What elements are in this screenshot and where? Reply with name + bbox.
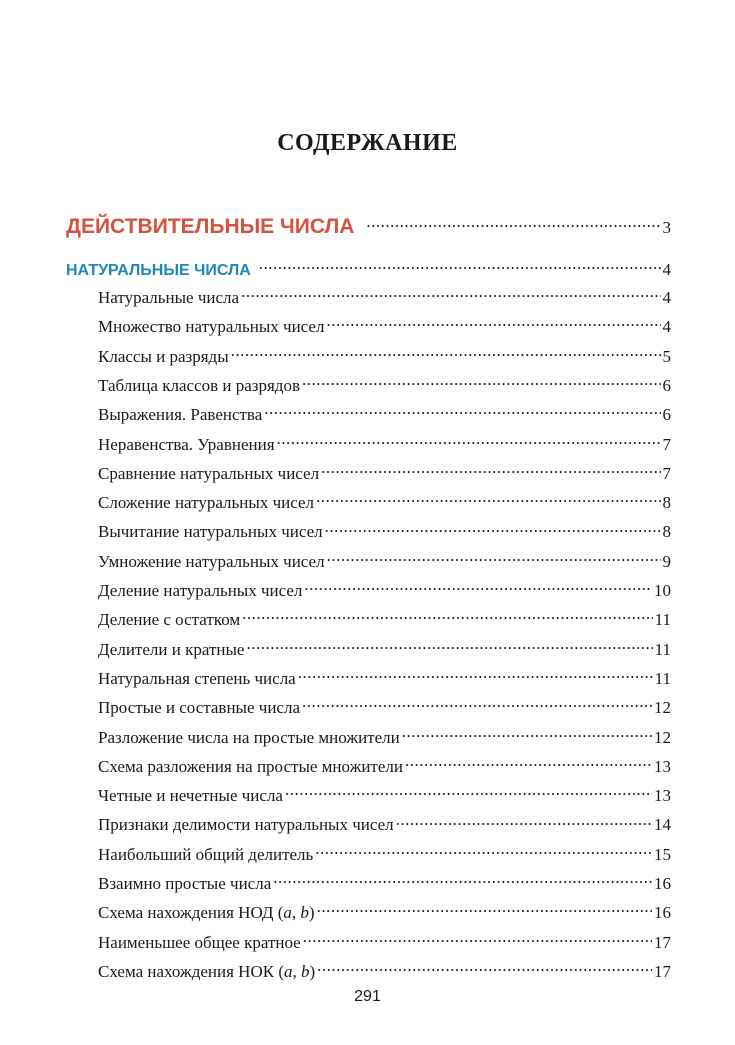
toc-item-label: Простые и составные числа — [98, 698, 300, 718]
toc-item[interactable] — [98, 315, 671, 337]
toc-item-label: Умножение натуральных чисел — [98, 551, 325, 571]
toc-dot-leader — [303, 931, 652, 948]
toc-dot-leader — [396, 813, 652, 830]
toc-item-label: Деление с остатком — [98, 610, 241, 630]
toc-item-page: 12 — [654, 698, 671, 718]
variable-b: b — [300, 961, 310, 981]
toc-item-label: Четные и нечетные числа — [98, 786, 283, 806]
toc-item[interactable] — [98, 901, 671, 923]
toc-dot-leader — [327, 550, 661, 567]
toc-item-page: 9 — [662, 551, 671, 571]
toc-chapter-page: 4 — [662, 260, 671, 279]
variable-b: b — [300, 903, 309, 923]
toc-dot-leader — [285, 784, 652, 801]
toc-item-page: 4 — [662, 317, 671, 337]
toc-item-page: 13 — [654, 756, 671, 776]
toc-item-page: 17 — [654, 961, 671, 981]
toc-item-page: 7 — [662, 463, 671, 483]
toc-item[interactable] — [98, 550, 671, 572]
toc-item-label: Классы и разряды — [98, 346, 229, 366]
toc-item-label: Наибольший общий делитель — [98, 844, 314, 864]
toc-item-label: Делители и кратные — [98, 639, 245, 659]
toc-dot-leader — [259, 259, 661, 275]
toc-item-label: Вычитание натуральных чисел — [98, 522, 323, 542]
toc-dot-leader — [315, 843, 652, 860]
toc-dot-leader — [317, 901, 652, 918]
toc-dot-leader — [302, 696, 652, 713]
variable-a: a — [283, 961, 293, 981]
toc-item-label: Взаимно простые числа — [98, 874, 272, 893]
toc-item[interactable] — [98, 960, 671, 982]
toc-item-label: Деление натуральных чисел — [98, 581, 303, 600]
toc-item-page: 8 — [662, 522, 671, 542]
toc-item-label: Схема нахождения НОД (a, b) — [98, 903, 315, 923]
toc-item[interactable] — [98, 520, 671, 542]
page-number: 291 — [354, 988, 381, 1005]
toc-item-label: Признаки делимости натуральных чисел — [98, 815, 394, 835]
toc-item[interactable] — [98, 286, 671, 308]
variable-a: a — [283, 903, 292, 923]
toc-dot-leader — [405, 755, 652, 772]
toc-item[interactable] — [98, 403, 671, 425]
toc-item[interactable] — [98, 608, 671, 630]
toc-chapter-entry[interactable] — [66, 259, 671, 280]
toc-item[interactable] — [98, 345, 671, 367]
toc-item-page: 7 — [662, 434, 671, 454]
toc-dot-leader — [242, 608, 652, 625]
toc-dot-leader — [231, 345, 661, 362]
toc-dot-leader — [326, 315, 660, 332]
toc-part-entry[interactable] — [66, 212, 671, 239]
toc-item-label: Выражения. Равенства — [98, 405, 263, 425]
toc-item[interactable] — [98, 433, 671, 455]
toc-dot-leader — [321, 462, 660, 479]
toc-dot-leader — [316, 491, 661, 508]
toc-item-page: 11 — [654, 610, 671, 630]
toc-item[interactable] — [98, 931, 671, 953]
toc-dot-leader — [317, 960, 652, 977]
toc-item-page: 17 — [654, 932, 671, 952]
toc-item-label: Наименьшее общее кратное — [98, 932, 301, 952]
toc-dot-leader — [264, 403, 660, 420]
toc-item-page: 14 — [654, 815, 671, 835]
toc-item-page: 12 — [654, 727, 671, 747]
toc-dot-leader — [304, 579, 652, 596]
toc-chapter-label: НАТУРАЛЬНЫЕ ЧИСЛА — [66, 262, 251, 279]
toc-item[interactable] — [98, 374, 671, 396]
page-title: СОДЕРЖАНИЕ — [277, 130, 458, 156]
toc-dot-leader — [298, 667, 653, 684]
toc-item-label: Множество натуральных чисел — [98, 317, 325, 337]
toc-item[interactable] — [98, 813, 671, 835]
toc-part-label: ДЕЙСТВИТЕЛЬНЫЕ ЧИСЛА — [66, 215, 355, 238]
toc-dot-leader — [366, 212, 660, 233]
toc-item-label: Разложение числа на простые множители — [98, 727, 400, 747]
toc-item-label: Схема разложения на простые множители — [98, 756, 403, 776]
toc-item-page: 6 — [662, 405, 671, 425]
toc-item[interactable] — [98, 843, 671, 865]
toc-dot-leader — [241, 286, 660, 303]
toc-dot-leader — [273, 872, 652, 889]
toc-item[interactable] — [98, 872, 671, 894]
toc-item[interactable] — [98, 784, 671, 806]
toc-item-label: Натуральная степень числа — [98, 668, 296, 688]
toc-item[interactable] — [98, 579, 671, 601]
toc-item[interactable] — [98, 667, 671, 689]
toc-item-page: 4 — [662, 288, 671, 307]
toc-item-page: 16 — [654, 903, 671, 923]
toc-item[interactable] — [98, 696, 671, 718]
toc-dot-leader — [246, 638, 652, 655]
toc-item-label: Сложение натуральных чисел — [98, 493, 314, 513]
toc-item[interactable] — [98, 462, 671, 484]
toc-part-page: 3 — [662, 218, 671, 237]
toc-dot-leader — [302, 374, 661, 391]
toc-item-label: Таблица классов и разрядов — [98, 375, 300, 395]
toc-item-label: Сравнение натуральных чисел — [98, 463, 320, 483]
toc-item-page: 5 — [662, 346, 671, 366]
toc-item[interactable] — [98, 726, 671, 748]
toc-item-page: 8 — [662, 493, 671, 513]
toc-item[interactable] — [98, 638, 671, 660]
toc-item-page: 10 — [654, 581, 671, 600]
toc-item-page: 15 — [654, 844, 671, 864]
toc-item-label: Натуральные числа — [98, 288, 240, 307]
toc-item-page: 11 — [654, 639, 671, 659]
toc-dot-leader — [402, 726, 652, 743]
toc-item-label: Схема нахождения НОК (a, b) — [98, 961, 316, 981]
toc-item-page: 6 — [662, 375, 671, 395]
toc-item-page: 16 — [654, 874, 671, 893]
toc-item-page: 11 — [654, 668, 671, 688]
toc-item[interactable] — [98, 755, 671, 777]
toc-item-label: Неравенства. Уравнения — [98, 434, 275, 454]
toc-item-page: 13 — [654, 786, 671, 806]
toc-dot-leader — [277, 433, 661, 450]
toc-item[interactable] — [98, 491, 671, 513]
toc-dot-leader — [325, 520, 661, 537]
